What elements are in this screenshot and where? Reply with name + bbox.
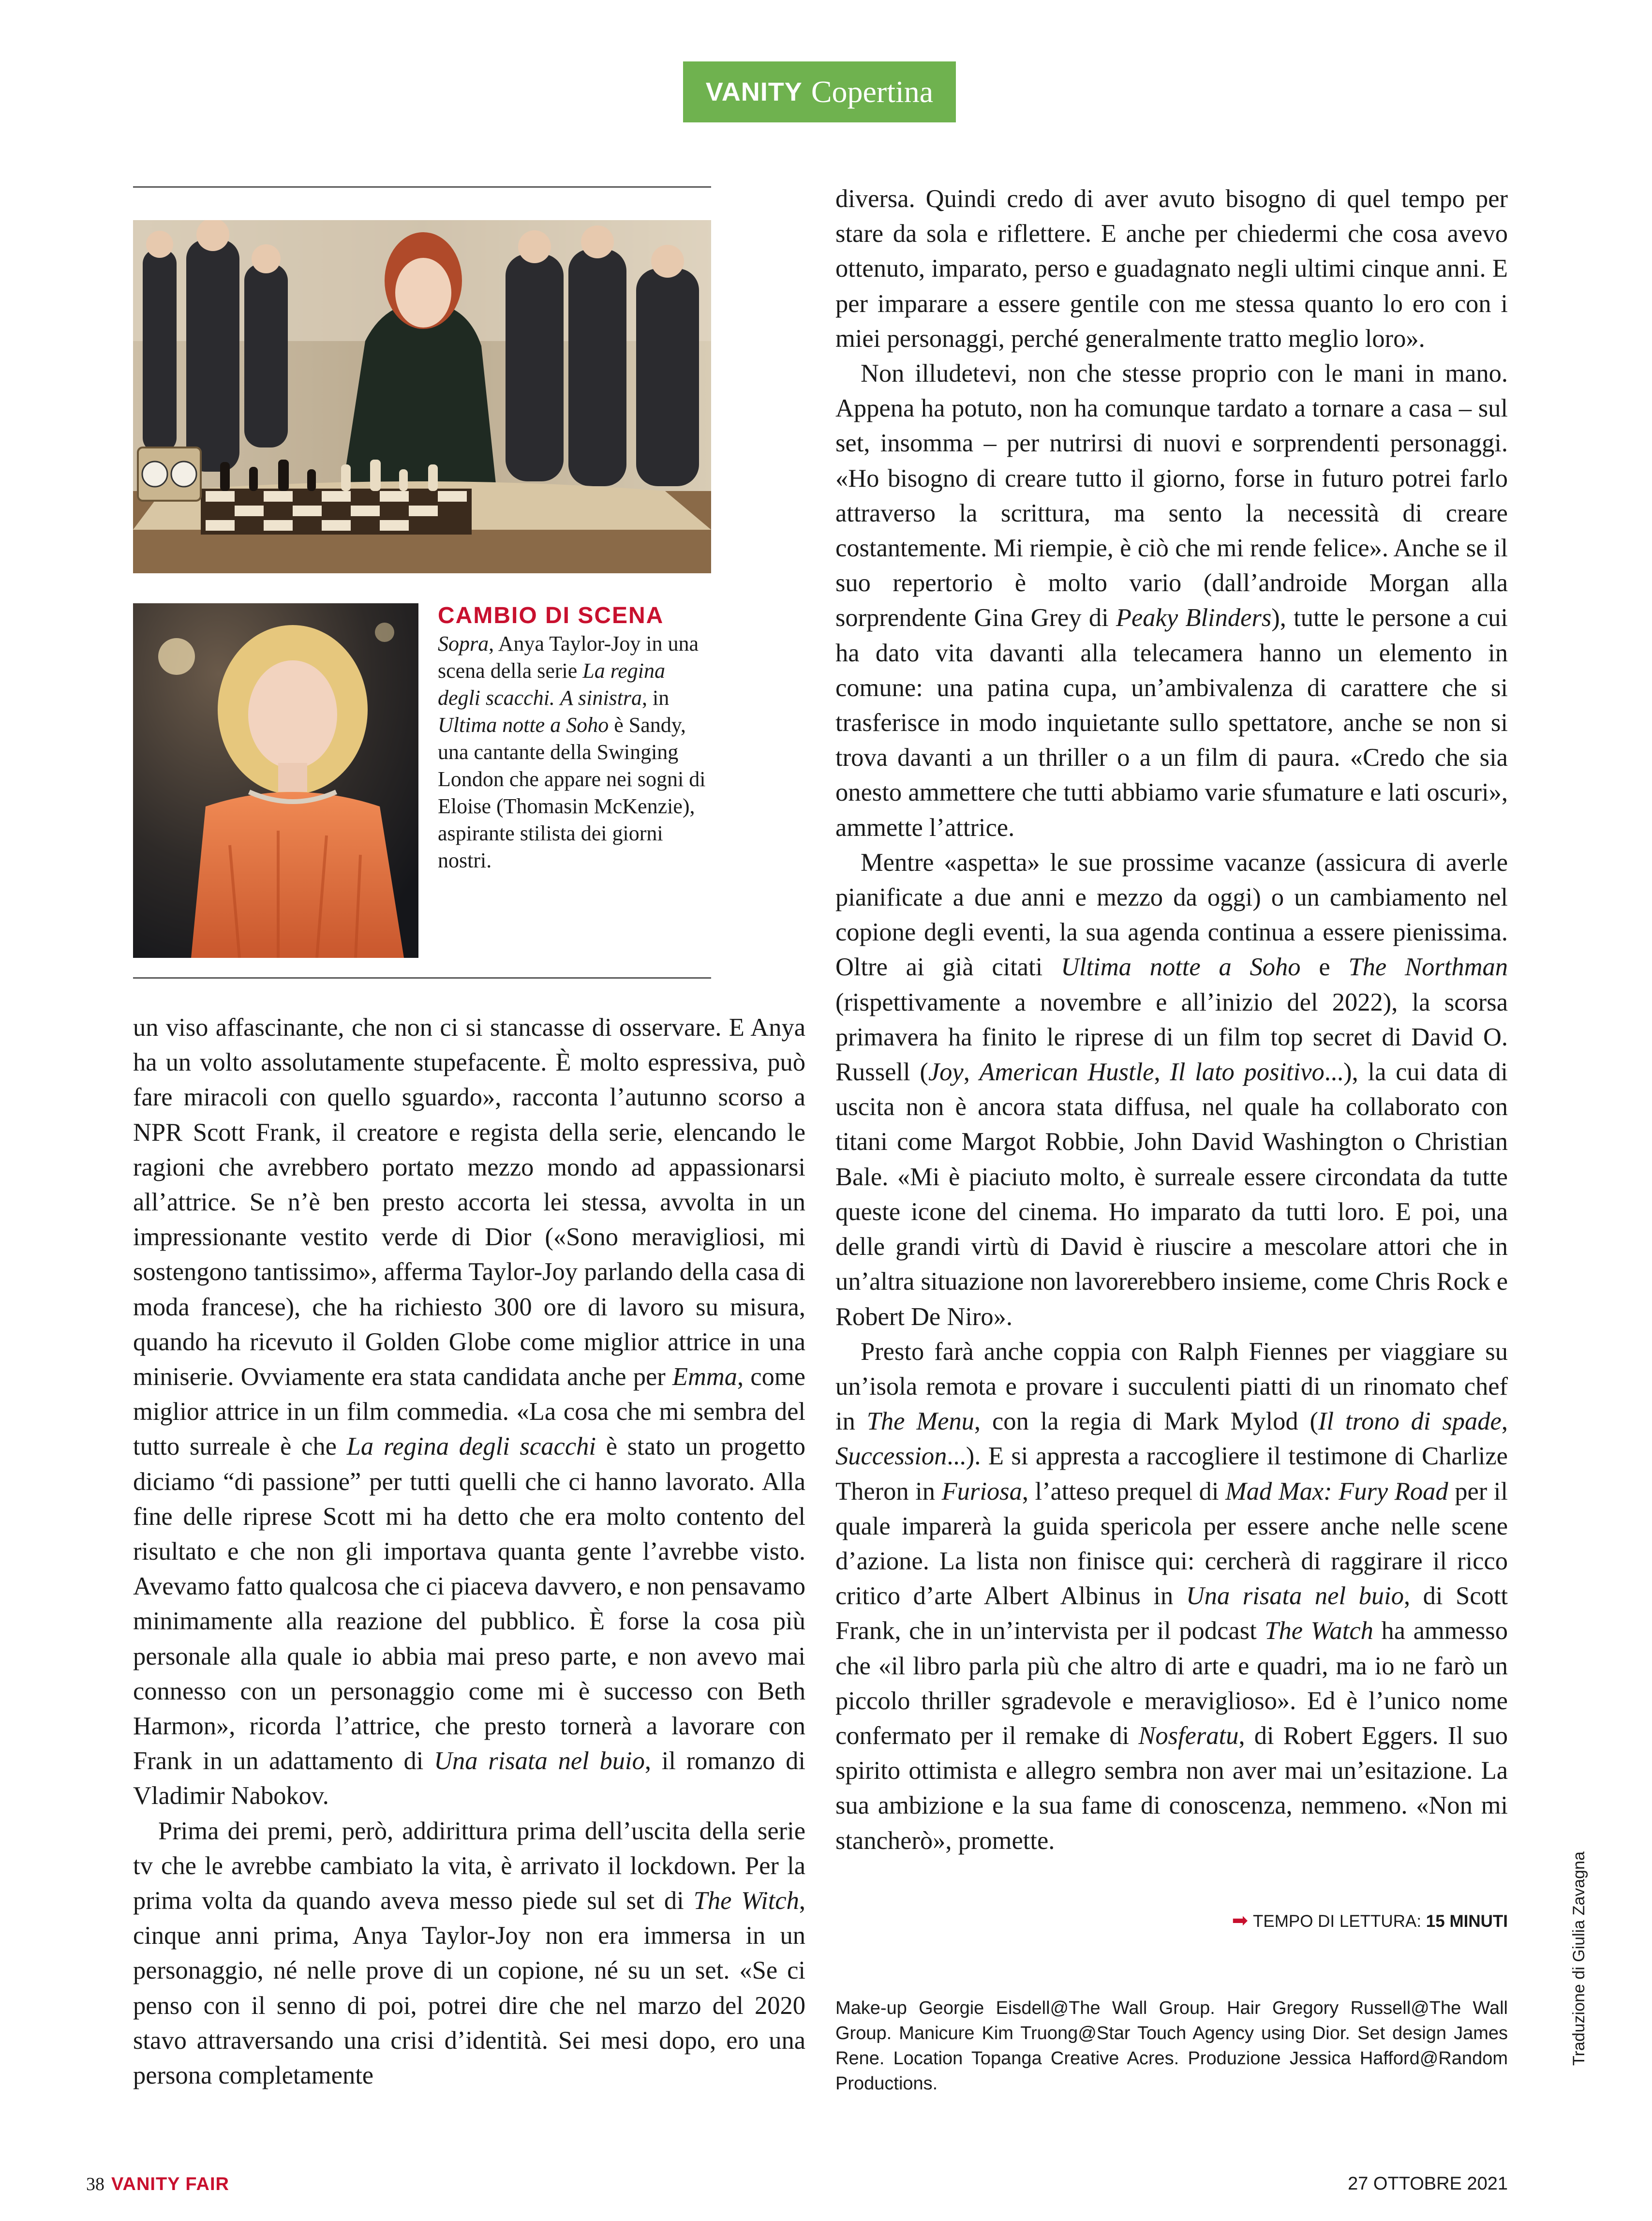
text-run: ,	[1501, 1407, 1508, 1436]
text-run: Presto farà anche coppia con Ralph Fiennes per viaggiare su un’isola remota e provare i succulenti piatti di un rinomato chef in	[835, 1337, 1508, 1436]
article-column-left	[133, 1010, 805, 2093]
arrow-right-icon: ➡	[1232, 1910, 1248, 1931]
footer-left	[86, 2174, 229, 2195]
text-run: ...). E si appresta a raccogliere il testimone di Charlize Theron in	[835, 1442, 1508, 1506]
text-run: ...), la cui data di uscita non è ancora stata diffusa, nel quale ha collaborato con titani come Margot Robbie, John David Washington o Christian Bale. «Mi è piaciuto molto, è surreale essere circondata da tutte queste icone del cinema. Ho imparato da tutti loro. E poi, una delle grandi virtù di David è riuscire a mescolare attori che in un’altra situazione non lavorerebbero insieme, come Chris Rock e Robert De Niro».	[835, 1058, 1508, 1331]
text-run: Mentre «aspetta» le sue prossime vacanze (assicura di averle pianificate a due anni e mezzo da oggi) o un cambiamento nel copione degli eventi, la sua agenda continua a essere pienissima. Oltre ai già citati	[835, 848, 1508, 982]
italic-run: La regina degli scacchi	[346, 1432, 596, 1461]
italic-run: American Hustle	[979, 1058, 1154, 1087]
article-paragraph	[133, 1010, 805, 1814]
top-rule	[133, 186, 711, 188]
reading-time-value: 15 MINUTI	[1426, 1912, 1508, 1931]
chess-scene-photo	[133, 220, 711, 573]
text-run: , Anya Taylor-Joy in una scena della serie	[438, 632, 699, 683]
text-run	[555, 686, 560, 710]
issue-date: 27 OTTOBRE 2021	[1348, 2174, 1508, 2194]
text-run: ,	[963, 1058, 980, 1087]
text-run: è stato un progetto diciamo “di passione” per tutti quelli che ci hanno lavorato. Alla fine delle riprese Scott mi ha detto che era molto contento del risultato e che non gli importava quanta gente l’avrebbe visto. Avevamo fatto qualcosa che ci piaceva davvero, e non pensavamo minimamente alla reazione del pubblico. È forse la cosa più personale alla quale io abbia mai preso parte, e non avevo mai connesso con un personaggio come mi è successo con Beth Harmon», ricorda l’attrice, che presto tornerà a lavorare con Frank in un adattamento di	[133, 1432, 806, 1775]
italic-run: Mad Max: Fury Road	[1225, 1477, 1448, 1506]
text-run: è Sandy, una cantante della Swinging London che appare nei sogni di Eloise (Thomasin McKenzie), aspirante stilista dei giorni nostri.	[438, 713, 706, 872]
badge-section: Copertina	[811, 75, 934, 109]
caption-text	[438, 630, 709, 874]
italic-run: The Watch	[1265, 1617, 1373, 1645]
italic-run: The Menu	[866, 1407, 974, 1436]
section-badge	[683, 61, 956, 122]
italic-run: A sinistra	[560, 686, 642, 710]
italic-run: The Northman	[1348, 953, 1508, 982]
text-run: , l’atteso prequel di	[1022, 1477, 1226, 1506]
italic-run: Succession	[835, 1442, 947, 1471]
text-run: ,	[1154, 1058, 1170, 1087]
text-run: ), tutte le persone a cui ha dato vita davanti alla telecamera hanno un elemento in comune: una patina cupa, un’ambivalenza di carattere che si trasferisce in modo inquietante sullo spettatore, anche se non si trova davanti a un thriller o a un film di paura. «Credo che sia onesto ammettere che tutti abbiamo varie sfumature e lati oscuri», ammette l’attrice.	[835, 604, 1508, 842]
photo-caption	[438, 602, 709, 874]
text-run: (rispettivamente a novembre e all’inizio del 2022), la scorsa primavera ha finito le riprese di un film top secret di David O. Russell (	[835, 988, 1508, 1087]
text-run: , con la regia di Mark Mylod (	[974, 1407, 1318, 1436]
italic-run: Il lato positivo	[1170, 1058, 1325, 1087]
italic-run: Ultima notte a Soho	[1061, 953, 1301, 982]
italic-run: Ultima notte a Soho	[438, 713, 609, 737]
text-run: , di Robert Eggers. Il suo spirito ottimista e allegro sembra non aver mai un’esitazione. La sua ambizione e la sua fame di conoscenza, nemmeno. «Non mi stancherò», promette.	[835, 1721, 1508, 1855]
text-run: diversa. Quindi credo di aver avuto bisogno di quel tempo per stare da sola e riflettere. E anche per chiedermi che cosa avevo ottenuto, imparato, perso e guadagnato negli ultimi cinque anni. E per imparare a essere gentile con me stessa quanto lo ero con i miei personaggi, perché generalmente tratto meglio loro».	[835, 185, 1508, 353]
italic-run: Il trono di spade	[1318, 1407, 1502, 1436]
translation-credit: Traduzione di Giulia Zavagna	[1570, 1851, 1588, 2066]
text-run: , in	[642, 686, 670, 710]
italic-run: Sopra	[438, 632, 489, 656]
italic-run: Una risata nel buio	[434, 1747, 645, 1775]
article-column-right	[835, 181, 1508, 1858]
text-run: per il quale imparerà la guida spericola per essere anche nelle scene d’azione. La lista non finisce qui: cercherà di raggirare il ricco critico d’arte Albert Albinus in	[835, 1477, 1508, 1610]
text-run: un viso affascinante, che non ci si stancasse di osservare. E Anya ha un volto assolutamente stupefacente. È molto espressiva, può fare miracoli con quello sguardo», racconta l’autunno scorso a NPR Scott Frank, il creatore e regista della serie, elencando le ragioni che avrebbero portato mezzo mondo ad appassionarsi all’attrice. Se n’è ben presto accorta lei stessa, avvolta in un impressionante vestito verde di Dior («Sono meravigliosi, mi sostengono tantissimo», afferma Taylor-Joy parlando della casa di moda francese), che ha richiesto 300 ore di lavoro su misura, quando ha ricevuto il Golden Globe come miglior attrice in una miniserie. Ovviamente era stata candidata anche per	[133, 1014, 805, 1391]
text-run: Non illudetevi, non che stesse proprio con le mani in mano. Appena ha potuto, non ha comunque tardato a tornare a casa – sul set, insomma – per nutrirsi di nuovi e sorprendenti personaggi. «Ho bisogno di creare tutto il giorno, forse in futuro potrei farlo attraverso la scrittura, ma sento la necessità di creare costantemente. Mi riempie, è ciò che mi rende felice». Anche se il suo repertorio è molto vario (dall’androide Morgan alla sorprendente Gina Grey di	[835, 359, 1508, 632]
magazine-name: VANITY FAIR	[111, 2174, 229, 2194]
page-number: 38	[86, 2174, 104, 2194]
italic-run: Joy	[928, 1058, 964, 1087]
text-run: Prima dei premi, però, addirittura prima dell’uscita della serie tv che le avrebbe cambiato la vita, è arrivato il lockdown. Per la prima volta da quando aveva messo piede sul set di	[133, 1817, 805, 1915]
article-paragraph	[835, 845, 1508, 1334]
singer-photo	[133, 603, 418, 958]
reading-time-label: TEMPO DI LETTURA:	[1252, 1912, 1422, 1931]
italic-run: Emma	[672, 1363, 738, 1391]
badge-brand: VANITY	[705, 77, 803, 106]
caption-title: CAMBIO DI SCENA	[438, 603, 664, 628]
article-paragraph	[835, 181, 1508, 356]
italic-run: Nosferatu	[1138, 1721, 1239, 1750]
text-run: e	[1300, 953, 1349, 982]
italic-run: The Witch	[693, 1887, 799, 1915]
article-paragraph	[133, 1814, 805, 2093]
text-run: , come miglior attrice in un film commedia. «La cosa che mi sembra del tutto surreale è che	[133, 1363, 805, 1461]
article-paragraph	[835, 1334, 1508, 1858]
photo-credits: Make-up Georgie Eisdell@The Wall Group. Hair Gregory Russell@The Wall Group. Manicure Kim Truong@Star Touch Agency using Dior. Set design James Rene. Location Topanga Creative Acres. Produzione Jessica Hafford@Random Productions.	[835, 1998, 1508, 2094]
text-run: , il romanzo di Vladimir Nabokov.	[133, 1747, 805, 1810]
bottom-rule	[133, 977, 711, 979]
text-run: ha ammesso che «il libro parla più che altro di arte e quadri, ma io ne farò un piccolo thriller sgradevole e meraviglioso». Ed è l’unico nome confermato per il remake di	[835, 1617, 1508, 1750]
text-run: , di Scott Frank, che in un’intervista per il podcast	[835, 1582, 1508, 1645]
italic-run: Furiosa	[941, 1477, 1022, 1506]
italic-run: Una risata nel buio	[1186, 1582, 1404, 1610]
text-run: , cinque anni prima, Anya Taylor-Joy non era immersa in un personaggio, né nelle prove di un copione, né su un set. «Se ci penso con il senno di poi, potrei dire che nel marzo del 2020 stavo attraversando una crisi d’identità. Sei mesi dopo, ero una persona completamente	[133, 1887, 805, 2090]
italic-run: Peaky Blinders	[1116, 604, 1272, 632]
italic-run: La regina degli scacchi.	[438, 659, 665, 710]
reading-time	[1214, 1908, 1508, 1934]
article-paragraph	[835, 356, 1508, 845]
